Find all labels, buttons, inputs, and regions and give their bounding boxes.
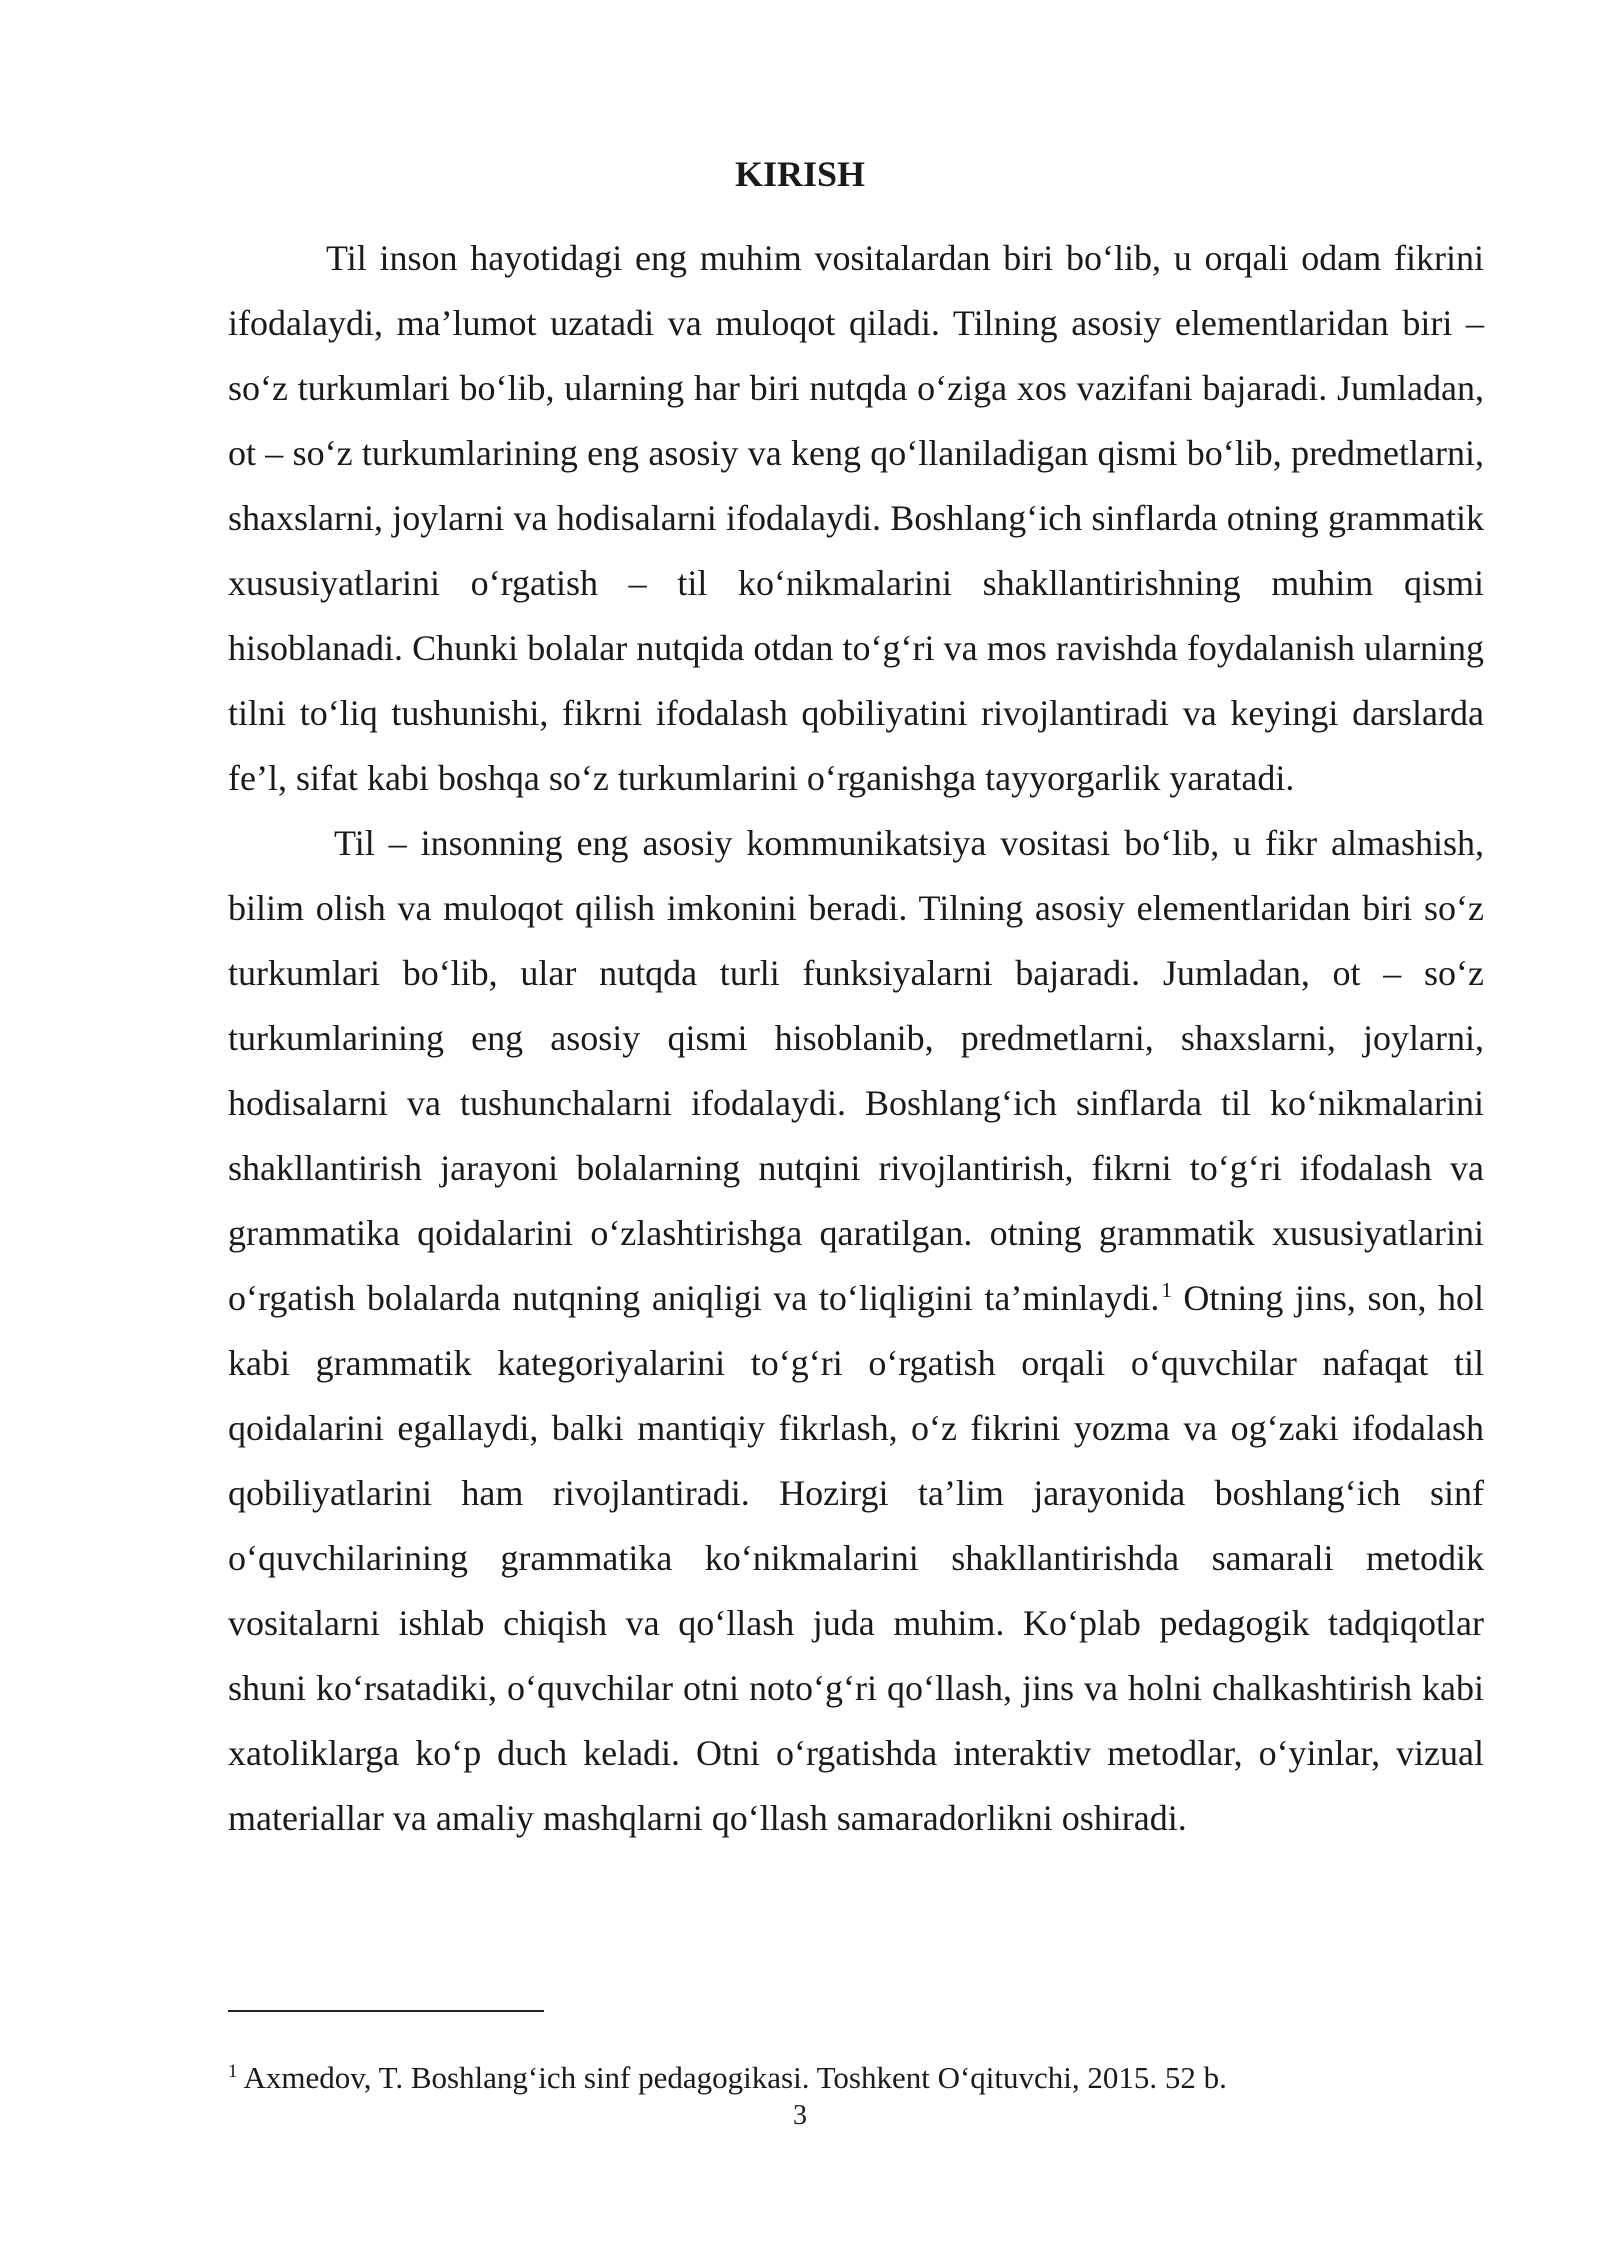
footnote — [228, 2058, 1484, 2098]
paragraph-2 — [228, 811, 1484, 1851]
paragraph-1 — [228, 226, 1484, 811]
footnote-number: 1 — [228, 2060, 238, 2082]
footnote-separator — [228, 2010, 544, 2012]
paragraph-2-text-after-ref: Otning jins, son, hol kabi grammatik kategoriyalarini to‘g‘ri o‘rgatish orqali o‘quvchilar nafaqat til qoidalarini egallaydi, balki mantiqiy fikrlash, o‘z fikrini yozma va og‘zaki ifodalash qobiliyatlarini ham rivojlantiradi. Hozirgi ta’lim jarayonida boshlang‘ich sinf o‘quvchilarining grammatika ko‘nikmalarini shakllantirishda samarali metodik vositalarni ishlab chiqish va qo‘llash juda muhim. Ko‘plab pedagogik tadqiqotlar shuni ko‘rsatadiki, o‘quvchilar otni noto‘g‘ri qo‘llash, jins va holni chalkashtirish kabi xatoliklarga ko‘p duch keladi. Otni o‘rgatishda interaktiv metodlar, o‘yinlar, vizual materiallar va amaliy mashqlarni qo‘llash samaradorlikni oshiradi. — [228, 1278, 1485, 1838]
paragraph-1-text: Til inson hayotidagi eng muhim vositalardan biri bo‘lib, u orqali odam fikrini ifodalaydi, ma’lumot uzatadi va muloqot qiladi. Tilning asosiy elementlaridan biri – so‘z turkumlari bo‘lib, ularning har biri nutqda o‘ziga xos vazifani bajaradi. Jumladan, ot – so‘z turkumlarining eng asosiy va keng qo‘llaniladigan qismi bo‘lib, predmetlarni, shaxslarni, joylarni va hodisalarni ifodalaydi. Boshlang‘ich sinflarda otning grammatik xususiyatlarini o‘rgatish – til ko‘nikmalarini shakllantirishning muhim qismi hisoblanadi. Chunki bolalar nutqida otdan to‘g‘ri va mos ravishda foydalanish ularning tilni to‘liq tushunishi, fikrni ifodalash qobiliyatini rivojlantiradi va keyingi darslarda fe’l, sifat kabi boshqa so‘z turkumlarini o‘rganishga tayyorgarlik yaratadi. — [228, 238, 1484, 798]
footnote-reference[interactable]: 1 — [1161, 1278, 1172, 1302]
section-title: KIRISH — [734, 154, 866, 194]
footnote-text: Axmedov, T. Boshlang‘ich sinf pedagogikasi. Toshkent O‘qituvchi, 2015. 52 b. — [243, 2060, 1227, 2095]
paragraph-2-text-before-ref: Til – insonning eng asosiy kommunikatsiya vositasi bo‘lib, u fikr almashish, bilim olish va muloqot qilish imkonini beradi. Tilning asosiy elementlaridan biri so‘z turkumlari bo‘lib, ular nutqda turli funksiyalarni bajaradi. Jumladan, ot – so‘z turkumlarining eng asosiy qismi hisoblanib, predmetlarni, shaxslarni, joylarni, hodisalarni va tushunchalarni ifodalaydi. Boshlang‘ich sinflarda til ko‘nikmalarini shakllantirish jarayoni bolalarning nutqini rivojlantirish, fikrni to‘g‘ri ifodalash va grammatika qoidalarini o‘zlashtirishga qaratilgan. otning grammatik xususiyatlarini o‘rgatish bolalarda nutqning aniqligi va to‘liqligini ta’minlaydi. — [228, 823, 1484, 1318]
body-text — [228, 226, 1484, 1851]
page-number: 3 — [793, 2100, 807, 2131]
